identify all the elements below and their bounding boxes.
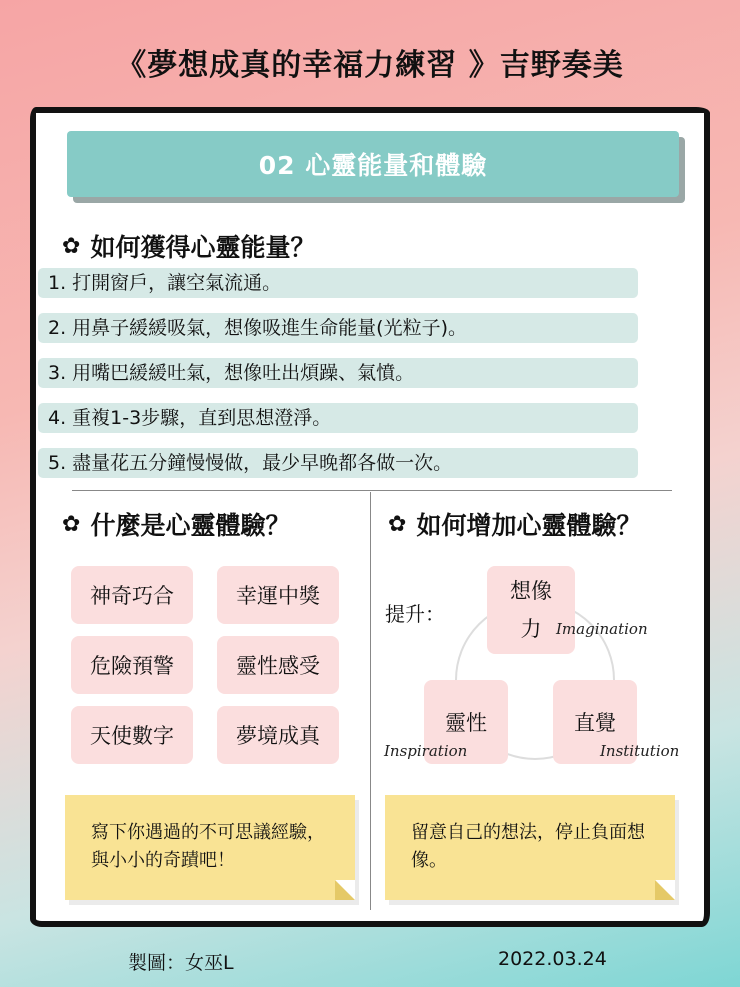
experience-chip: 危險預警 xyxy=(71,636,193,694)
energy-step: 5. 盡量花五分鐘慢慢做，最少早晚都各做一次。 xyxy=(38,448,638,478)
experience-heading: 什麼是心靈體驗？ xyxy=(90,511,291,540)
flower-icon: ✿ xyxy=(62,511,81,537)
footer-credit: 製圖：女巫L xyxy=(128,952,234,974)
experience-chip: 神奇巧合 xyxy=(71,566,193,624)
experience-heading-row xyxy=(62,506,290,542)
node-label: 力 xyxy=(520,617,542,641)
increase-note-text: 留意自己的想法，停止負面想像。 xyxy=(411,822,645,871)
increase-heading: 如何增加心靈體驗？ xyxy=(416,511,642,540)
increase-heading-row xyxy=(388,506,641,542)
boost-label: 提升： xyxy=(385,602,445,626)
imagination-script: Imagination xyxy=(556,620,648,638)
intuition-script: Institution xyxy=(600,742,680,760)
experience-note xyxy=(65,795,355,900)
energy-step: 3. 用嘴巴緩緩吐氣，想像吐出煩躁、氣憤。 xyxy=(38,358,638,388)
section-divider-horizontal xyxy=(72,490,672,491)
node-label: 想像 xyxy=(510,579,552,603)
energy-step: 1. 打開窗戶，讓空氣流通。 xyxy=(38,268,638,298)
chapter-banner xyxy=(67,131,679,197)
flower-icon: ✿ xyxy=(388,511,407,537)
experience-chip: 天使數字 xyxy=(71,706,193,764)
experience-chip: 靈性感受 xyxy=(217,636,339,694)
energy-step: 4. 重複1-3步驟，直到思想澄淨。 xyxy=(38,403,638,433)
imagination-node xyxy=(487,566,575,654)
chapter-title: 02 心靈能量和體驗 xyxy=(258,151,488,180)
experience-note-text: 寫下你遇過的不可思議經驗，與小小的奇蹟吧！ xyxy=(91,822,325,871)
flower-icon: ✿ xyxy=(62,233,81,259)
experience-chip: 夢境成真 xyxy=(217,706,339,764)
footer-date: 2022.03.24 xyxy=(498,948,607,970)
increase-note xyxy=(385,795,675,900)
book-title: 《夢想成真的幸福力練習 》吉野奏美 xyxy=(116,48,624,83)
energy-step: 2. 用鼻子緩緩吸氣，想像吸進生命能量(光粒子)。 xyxy=(38,313,638,343)
node-label: 靈性 xyxy=(445,711,487,735)
note-fold xyxy=(655,880,675,900)
section-divider-vertical xyxy=(370,492,371,910)
note-fold xyxy=(335,880,355,900)
energy-heading: 如何獲得心靈能量？ xyxy=(90,233,316,262)
inspiration-script: Inspiration xyxy=(384,742,468,760)
node-label: 直覺 xyxy=(574,711,616,735)
experience-chip: 幸運中獎 xyxy=(217,566,339,624)
energy-heading-row xyxy=(62,228,315,264)
